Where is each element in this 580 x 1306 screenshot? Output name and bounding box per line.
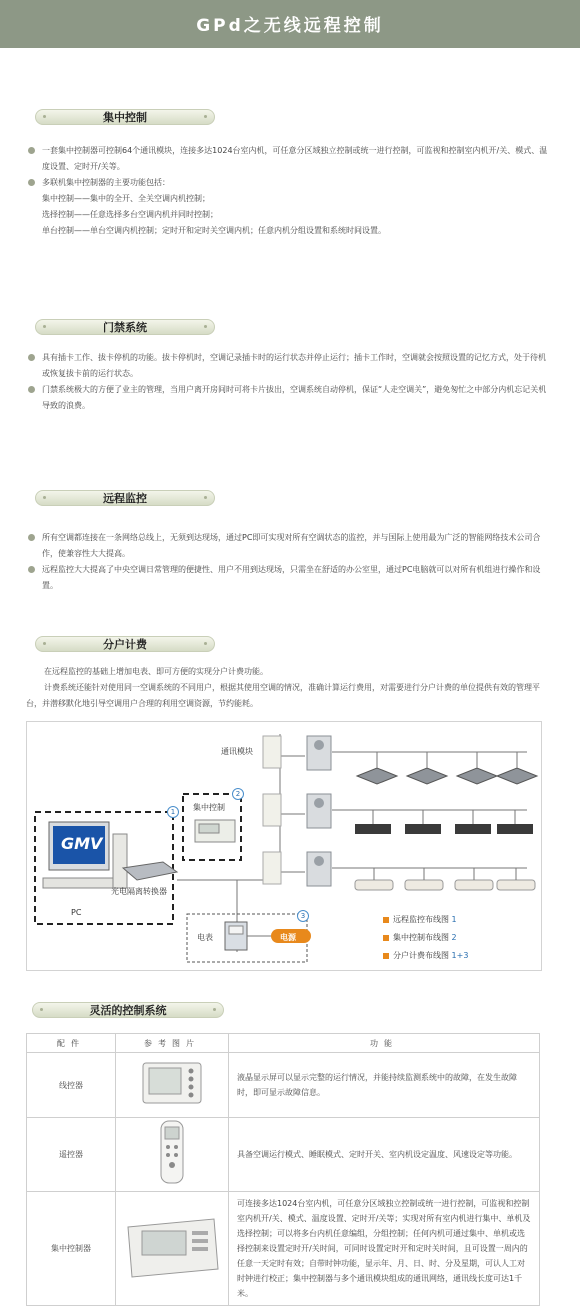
- legend-swatch: [383, 935, 389, 941]
- accessory-function: 可连接多达1024台室内机，可任意分区域独立控制或统一进行控制，可监视和控制室内机开/关、模式、温度设置、定时开/关等；实现对所有室内机进行集中、单机及选择控制；可以将多台内机任意编组，分组控制；任何内机可通过集中、单机或选择控制来设置定时开/关时间，可同时设置定时开和定时关时间，且可设置一周内的任意一天定时有效；自带时钟功能，显示年、月、日、时、分及星期，可认人工对时钟进行校正；集中控制器与多个通讯模块组成的通讯网络，通讯线长度可达1千米。: [229, 1192, 540, 1306]
- section-title-billing: 分户计费: [35, 636, 215, 652]
- section-title-central: 集中控制: [35, 109, 215, 125]
- section-title-remote: 远程监控: [35, 490, 215, 506]
- section-title-flex: 灵活的控制系统: [32, 1002, 224, 1018]
- billing-body: 在远程监控的基础上增加电表、即可方便的实现分户计费功能。 计费系统还能针对使用同一空调系统的不同用户，根据其使用空调的情况，准确计算运行费用，对需要进行分户计费的单位提供有效的管理平台，并潜移默化地引导空调用户合理的利用空调资源，节约能耗。: [26, 667, 540, 708]
- legend-item: 集中控制布线图 2: [383, 932, 457, 944]
- section-title-access: 门禁系统: [35, 319, 215, 335]
- bullet-icon: [28, 354, 35, 361]
- page-title: GPd之无线远程控制: [196, 16, 384, 36]
- table-row: [27, 1118, 540, 1192]
- access-body: 具有插卡工作、拔卡停机的功能。拔卡停机时，空调记录插卡时的运行状态并停止运行；插卡工作时，空调就会按照设置的记忆方式，处于待机或恢复拔卡前的运行状态。 门禁系统极大的方便了业主的管理，当用户离开房间时可将卡片拔出，空调系统自动停机，保证“人走空调关”，避免匆忙之中部分内机忘记关机导致的浪费。: [28, 350, 548, 414]
- pc-label: PC: [71, 908, 82, 917]
- bullet-icon: [28, 386, 35, 393]
- table-row: [27, 1053, 540, 1118]
- accessory-function: 具备空调运行模式、睡眠模式、定时开关、室内机设定温度、风速设定等功能。: [229, 1118, 540, 1192]
- bullet-icon: [28, 179, 35, 186]
- accessory-function: 液晶显示屏可以显示完整的运行情况，并能持续监测系统中的故障，在发生故障时，即可显示故障信息。: [229, 1053, 540, 1118]
- central-controller-icon: [122, 1211, 222, 1281]
- accessory-name: 集中控制器: [27, 1192, 116, 1306]
- network-diagram: [26, 721, 542, 971]
- accessory-name: 线控器: [27, 1053, 116, 1118]
- accessory-name: 遥控器: [27, 1118, 116, 1192]
- remote-body: 所有空调都连接在一条网络总线上，无须到达现场，通过PC即可实现对所有空调状态的监控，并与国际上使用最为广泛的智能网络技术公司合作，使兼容性大大提高。 远程监控大大提高了中央空调日常管理的便捷性、用户不用到达现场，只需坐在舒适的办公室里，通过PC电脑就可以对所有机组进行操作和设置。: [28, 530, 548, 594]
- wired-controller-icon: [137, 1059, 207, 1107]
- col-header: 配件: [27, 1034, 116, 1053]
- pill-dot: [204, 115, 207, 118]
- table-row: [27, 1192, 540, 1306]
- gmv-logo: GMV: [61, 834, 103, 853]
- table-header-row: [27, 1034, 540, 1053]
- col-header: 参考图片: [116, 1034, 229, 1053]
- converter-label: 光电隔离转换器: [111, 887, 167, 896]
- page-header: [0, 0, 580, 48]
- central-ctrl-label: 集中控制: [193, 803, 225, 812]
- meter-label: 电表: [197, 933, 213, 942]
- marker-3: 3: [297, 910, 309, 922]
- remote-controller-icon: [137, 1119, 207, 1185]
- comm-module-label: 通讯模块: [221, 747, 253, 756]
- accessory-table: [26, 1033, 540, 1306]
- central-body: 一套集中控制器可控制64个通讯模块，连接多达1024台室内机，可任意分区域独立控制或统一进行控制，可监视和控制室内机开/关、模式、温度设置、定时开/关等。 多联机集中控制器的主要功能包括： 集中控制——集中的全开、全关空调内机控制； 选择控制——任意选择多台空调内机并同时控制； 单台控制——单台空调内机控制；定时开和定时关空调内机；任意内机分组设置和系统时间设置。: [28, 143, 548, 239]
- marker-1: 1: [167, 806, 179, 818]
- central-controller-image: [116, 1192, 229, 1306]
- legend-item: 远程监控布线图 1: [383, 914, 457, 926]
- legend-swatch: [383, 953, 389, 959]
- wired-controller-image: [116, 1053, 229, 1118]
- bullet-icon: [28, 534, 35, 541]
- col-header: 功能: [229, 1034, 540, 1053]
- power-label: 电源: [280, 933, 296, 942]
- pill-dot: [213, 1008, 216, 1011]
- legend-swatch: [383, 917, 389, 923]
- bullet-icon: [28, 147, 35, 154]
- pill-dot: [204, 325, 207, 328]
- remote-controller-image: [116, 1118, 229, 1192]
- pill-dot: [204, 642, 207, 645]
- legend-item: 分户计费布线图 1+3: [383, 950, 468, 962]
- marker-2: 2: [232, 788, 244, 800]
- bullet-icon: [28, 566, 35, 573]
- pill-dot: [204, 496, 207, 499]
